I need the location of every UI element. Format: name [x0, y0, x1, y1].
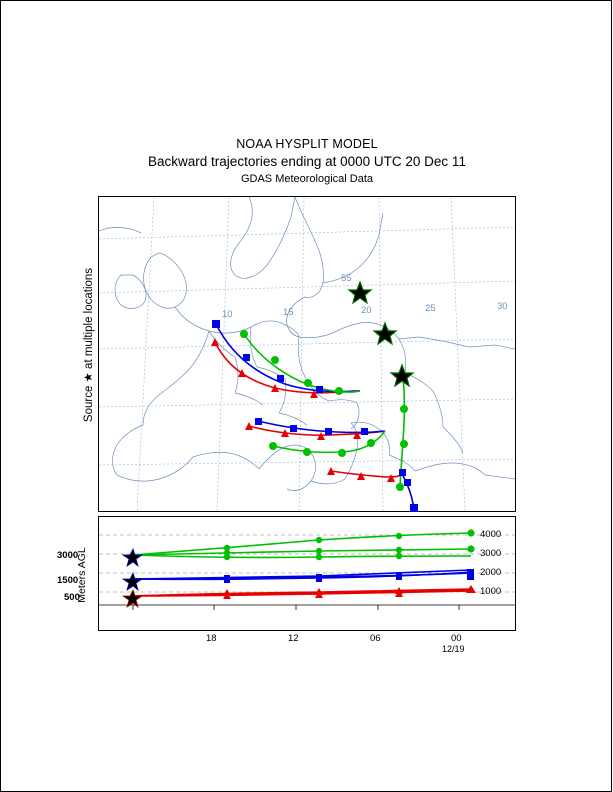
- map-graticule: [99, 197, 515, 511]
- height-right-label-3000: 3000: [480, 548, 502, 559]
- h-1-3000m: [133, 555, 471, 557]
- map-lon-label-10: 10: [222, 309, 233, 320]
- meters-axis-label-text: Meters AGL: [76, 547, 88, 603]
- height-red-traces: [133, 589, 471, 596]
- height-xtick-06: 06: [370, 633, 381, 644]
- height-xticks: [99, 605, 515, 610]
- chart-subtitle: GDAS Meteorological Data: [240, 173, 374, 185]
- height-right-label-4000: 4000: [480, 529, 502, 540]
- source-axis-label-text: Source ★ at multiple locations: [83, 267, 95, 423]
- map-lon-label-20: 20: [361, 305, 372, 316]
- trajectory-group-1: [215, 324, 360, 393]
- height-xtick-18: 18: [206, 633, 217, 644]
- map-lat-label-55: 55: [341, 273, 352, 284]
- height-blue-traces: [133, 570, 471, 579]
- height-left-label-1500: 1500: [57, 575, 79, 586]
- chart-title: Backward trajectories ending at 0000 UTC 20 Dec 11: [148, 154, 466, 169]
- height-start-stars: [123, 549, 142, 607]
- map-svg: [99, 197, 515, 511]
- height-right-label-1000: 1000: [480, 586, 502, 597]
- source-star-3: [391, 365, 413, 386]
- model-title: NOAA HYSPLIT MODEL: [236, 137, 378, 151]
- height-left-label-3000: 3000: [57, 550, 79, 561]
- start-star-3000: [123, 549, 142, 566]
- map-lon-label-30: 30: [497, 301, 508, 312]
- map-lon-label-25: 25: [425, 303, 436, 314]
- height-right-label-2000: 2000: [480, 567, 502, 578]
- start-star-1500: [123, 573, 142, 590]
- height-gridlines: [99, 535, 515, 592]
- height-xaxis-date: 12/19: [442, 644, 465, 654]
- height-xtick-12: 12: [288, 633, 299, 644]
- source-star-2: [374, 323, 396, 344]
- height-left-label-500: 500: [64, 592, 80, 603]
- start-star-500: [123, 590, 142, 607]
- height-xtick-00: 00: [451, 633, 462, 644]
- title-block: [1, 137, 613, 185]
- map-lon-label-15: 15: [283, 307, 294, 318]
- height-svg: [99, 517, 515, 630]
- trajectory-group-1-markers: [211, 320, 343, 398]
- map-panel[interactable]: [98, 196, 516, 512]
- source-axis-label: [79, 246, 97, 446]
